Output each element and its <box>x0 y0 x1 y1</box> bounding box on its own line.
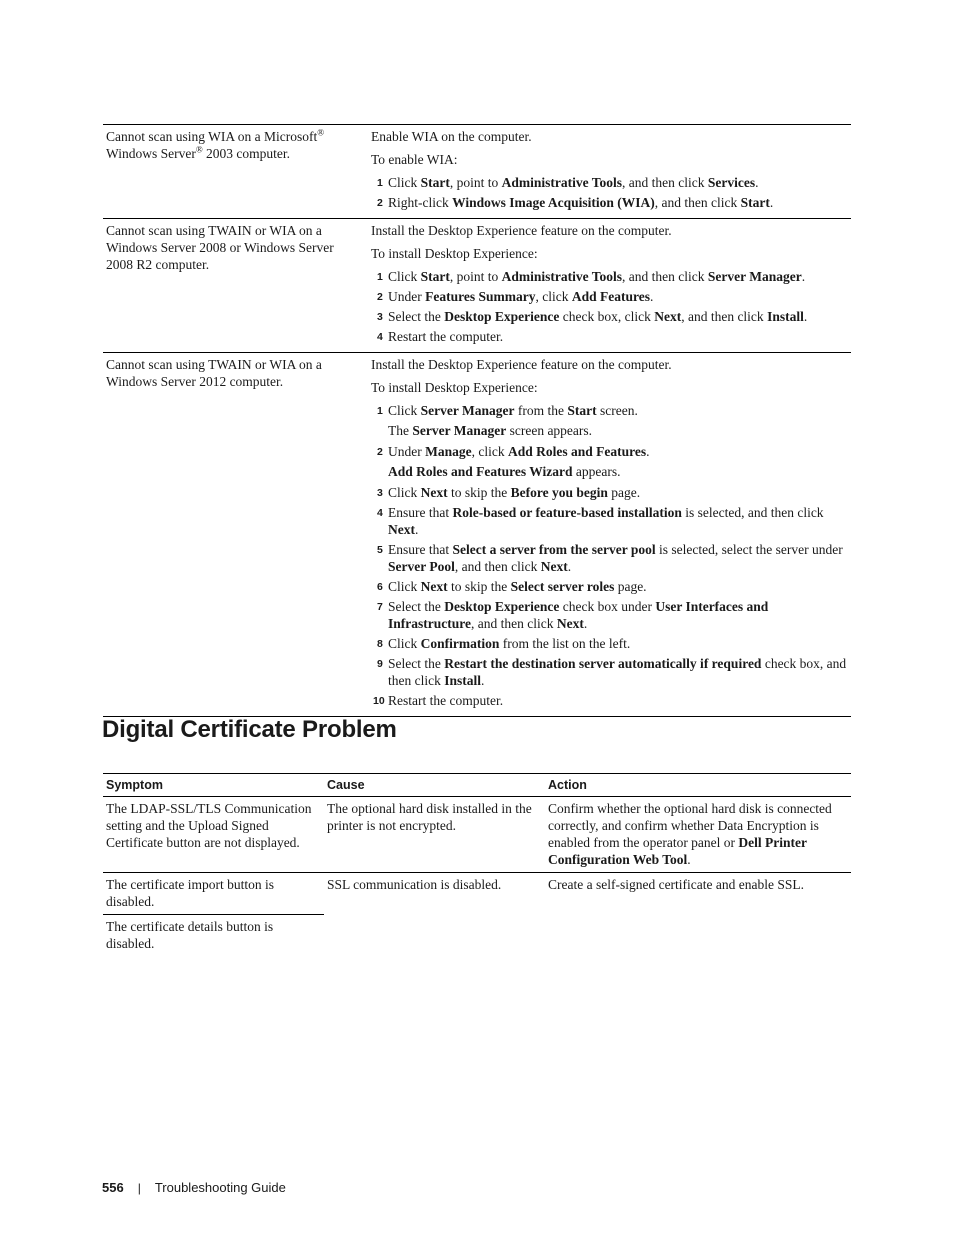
step-bold-text: Server Manager <box>707 269 802 284</box>
step-bold-text: Next <box>556 616 584 631</box>
step-text: Click <box>388 175 421 190</box>
step-bold-text: Add Roles and Features <box>508 444 647 459</box>
action-intro: Enable WIA on the computer. <box>371 129 532 144</box>
step-text: Click <box>388 636 421 651</box>
cause-cell: The optional hard disk installed in the printer is not encrypted. <box>327 801 532 833</box>
footer-separator: | <box>137 1180 141 1195</box>
step-number: 2 <box>377 291 383 303</box>
step-text: , point to <box>449 175 502 190</box>
step-text: . <box>481 673 485 688</box>
step-number: 2 <box>377 446 383 458</box>
step-bold-text: Administrative Tools <box>501 269 623 284</box>
step-item <box>371 504 847 538</box>
action-cell: Create a self-signed certificate and enable SSL. <box>548 877 805 892</box>
symptom-text: Windows Server <box>106 146 196 161</box>
symptom-cell: The certificate details button is disabled. <box>106 919 274 951</box>
step-item <box>371 598 847 632</box>
step-bold-text: Desktop Experience <box>444 309 560 324</box>
step-text: from the <box>514 403 568 418</box>
step-list <box>371 174 847 211</box>
step-bold-text: Next <box>420 485 448 500</box>
step-text: Restart the computer. <box>388 329 504 344</box>
step-text: , and then click <box>622 269 708 284</box>
step-text: , and then click <box>470 616 557 631</box>
step-bold-text: Start <box>567 403 597 418</box>
action-text: Confirm whether the optional hard disk is connected correctly, and confirm whether Data Encryption is enabled from the operator panel or <box>548 801 832 850</box>
step-bold-text: Administrative Tools <box>501 175 623 190</box>
step-item <box>371 692 847 709</box>
step-text: , and then click <box>654 195 741 210</box>
step-item <box>371 635 847 652</box>
step-text: screen appears. <box>506 423 593 438</box>
step-text: Select the <box>388 656 445 671</box>
step-bold-text: Restart the destination server automatically if required <box>444 656 762 671</box>
step-text: Under <box>388 444 426 459</box>
page-number: 556 <box>102 1180 124 1195</box>
action-cell <box>365 125 851 218</box>
step-text: Ensure that <box>388 542 453 557</box>
step-bold-text: Windows Image Acquisition (WIA) <box>452 195 655 210</box>
step-text: . <box>801 269 806 284</box>
step-text: Click <box>388 403 421 418</box>
step-number: 1 <box>377 405 383 417</box>
step-item <box>371 484 847 501</box>
step-bold-text: Server Pool <box>388 559 455 574</box>
step-text: is selected, and then click <box>681 505 824 520</box>
symptom-cell-group <box>103 873 324 956</box>
symptom-cell <box>103 219 365 352</box>
step-text: . <box>415 522 419 537</box>
step-bold-text: Next <box>540 559 568 574</box>
step-text: , and then click <box>454 559 541 574</box>
table-row <box>103 352 851 717</box>
step-text: Click <box>388 579 421 594</box>
step-bold-text: Start <box>740 195 770 210</box>
step-item <box>371 655 847 689</box>
footer-section-name: Troubleshooting Guide <box>154 1180 286 1195</box>
step-text: is selected, select the server under <box>655 542 843 557</box>
step-bold-text: Manage <box>425 444 472 459</box>
step-item <box>371 443 847 460</box>
scan-troubleshooting-table <box>103 124 851 717</box>
header-cause: Cause <box>327 778 365 792</box>
step-number: 1 <box>377 271 383 283</box>
step-number: 2 <box>377 197 383 209</box>
section-title: Digital Certificate Problem <box>102 716 397 743</box>
step-bold-text: Install <box>767 309 804 324</box>
step-text: screen. <box>596 403 638 418</box>
step-text: check box under <box>559 599 656 614</box>
step-text: to skip the <box>447 485 511 500</box>
step-text: check box, and then click <box>388 656 847 688</box>
symptom-text: 2003 computer. <box>202 146 291 161</box>
action-cell <box>365 353 851 716</box>
step-item <box>371 402 847 419</box>
step-text: check box, click <box>559 309 655 324</box>
step-bold-text: User Interfaces and Infrastructure <box>388 599 769 631</box>
step-bold-text: Start <box>420 269 450 284</box>
action-bold-text: Dell Printer Configuration Web Tool <box>548 835 807 867</box>
step-result <box>371 422 847 439</box>
step-number: 6 <box>377 581 383 593</box>
symptom-cell: The LDAP-SSL/TLS Communication setting and the Upload Signed Certificate button are not displayed. <box>106 801 312 850</box>
table-row <box>103 124 851 218</box>
step-text: . <box>583 616 588 631</box>
table-row <box>103 218 851 352</box>
step-bold-text: Next <box>388 522 415 537</box>
step-item <box>371 268 847 285</box>
table-header-row <box>103 773 851 797</box>
step-text: . <box>755 175 759 190</box>
step-bold-text: Server Manager <box>412 423 507 438</box>
step-text: Select the <box>388 599 445 614</box>
step-number: 4 <box>377 507 383 519</box>
step-text: . <box>650 289 654 304</box>
step-bold-text: Next <box>420 579 448 594</box>
step-number: 1 <box>377 177 383 189</box>
step-item <box>371 194 847 211</box>
step-item <box>371 578 847 595</box>
step-text: , point to <box>449 269 502 284</box>
step-bold-text: Select server roles <box>510 579 615 594</box>
step-number: 4 <box>377 331 383 343</box>
step-item <box>371 288 847 305</box>
action-cell <box>365 219 851 352</box>
step-bold-text: Select a server from the server pool <box>452 542 656 557</box>
step-text: . <box>567 559 572 574</box>
step-item <box>371 328 847 345</box>
action-intro: Install the Desktop Experience feature on the computer. <box>371 357 672 372</box>
step-text: page. <box>614 579 647 594</box>
step-bold-text: Confirmation <box>420 636 500 651</box>
action-intro: Install the Desktop Experience feature on the computer. <box>371 223 672 238</box>
symptom-text: Cannot scan using TWAIN or WIA on a Windows Server 2012 computer. <box>106 357 322 389</box>
step-number: 10 <box>373 695 385 707</box>
step-bold-text: Add Features <box>571 289 651 304</box>
step-text: , and then click <box>681 309 768 324</box>
step-number: 5 <box>377 544 383 556</box>
step-text: The <box>388 423 413 438</box>
step-text: . <box>646 444 650 459</box>
symptom-text: Cannot scan using WIA on a Microsoft <box>106 129 318 144</box>
step-text: page. <box>607 485 641 500</box>
step-text: Right-click <box>388 195 453 210</box>
step-text: appears. <box>572 464 621 479</box>
table-row <box>103 797 851 873</box>
registered-mark: ® <box>195 144 203 155</box>
action-text: . <box>687 852 691 867</box>
step-text: Restart the computer. <box>388 693 504 708</box>
step-bold-text: Install <box>444 673 481 688</box>
step-bold-text: Features Summary <box>425 289 536 304</box>
step-number: 7 <box>377 601 383 613</box>
step-text: . <box>769 195 774 210</box>
step-bold-text: Before you begin <box>510 485 608 500</box>
step-bold-text: Start <box>420 175 450 190</box>
step-bold-text: Next <box>654 309 682 324</box>
step-item <box>371 541 847 575</box>
step-bold-text: Desktop Experience <box>444 599 560 614</box>
step-number: 3 <box>377 311 383 323</box>
cause-cell: SSL communication is disabled. <box>327 877 502 892</box>
step-text: Click <box>388 485 421 500</box>
symptom-cell <box>103 125 365 218</box>
symptom-cell: The certificate import button is disabled. <box>103 873 324 915</box>
step-bold-text: Role-based or feature-based installation <box>452 505 682 520</box>
step-text: Select the <box>388 309 445 324</box>
step-text: , click <box>471 444 508 459</box>
step-result <box>371 463 847 480</box>
step-list <box>371 268 847 345</box>
digital-certificate-table <box>103 773 851 956</box>
registered-mark: ® <box>317 127 325 138</box>
step-number: 9 <box>377 658 383 670</box>
step-item <box>371 174 847 191</box>
table-row <box>103 873 851 956</box>
action-lead: To install Desktop Experience: <box>371 380 538 395</box>
header-action: Action <box>548 778 587 792</box>
action-lead: To enable WIA: <box>371 152 458 167</box>
page-footer <box>102 1180 286 1195</box>
action-lead: To install Desktop Experience: <box>371 246 538 261</box>
step-number: 8 <box>377 638 383 650</box>
step-bold-text: Add Roles and Features Wizard <box>388 464 573 479</box>
header-symptom: Symptom <box>106 778 163 792</box>
step-text: from the list on the left. <box>499 636 631 651</box>
step-text: , click <box>535 289 572 304</box>
step-text: to skip the <box>447 579 511 594</box>
step-item <box>371 308 847 325</box>
symptom-text: Cannot scan using TWAIN or WIA on a Windows Server 2008 or Windows Server 2008 R2 computer. <box>106 223 334 272</box>
step-list <box>371 402 847 709</box>
step-text: Ensure that <box>388 505 453 520</box>
step-text: . <box>803 309 808 324</box>
symptom-cell <box>103 353 365 716</box>
step-bold-text: Server Manager <box>420 403 515 418</box>
step-text: Click <box>388 269 421 284</box>
step-text: Under <box>388 289 426 304</box>
step-number: 3 <box>377 487 383 499</box>
step-bold-text: Services <box>707 175 756 190</box>
action-cell <box>545 797 851 872</box>
step-text: , and then click <box>622 175 708 190</box>
